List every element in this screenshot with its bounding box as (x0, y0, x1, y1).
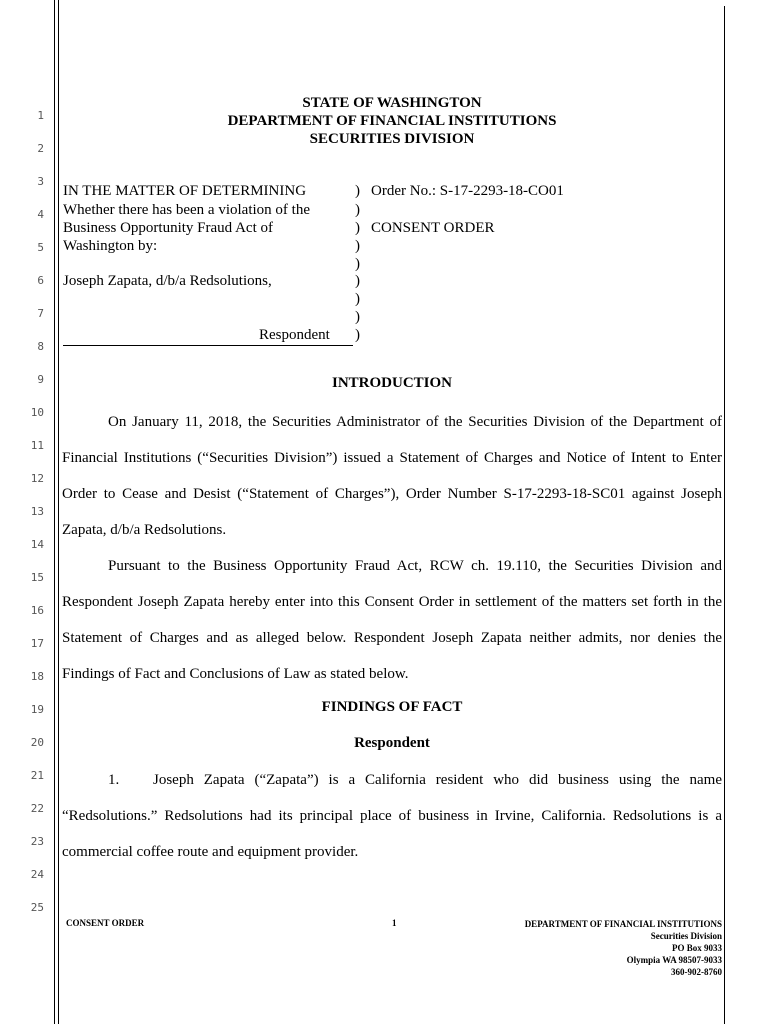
paren: ) (355, 238, 360, 254)
header-department: DEPARTMENT OF FINANCIAL INSTITUTIONS (227, 113, 557, 129)
line-number: 2 (37, 142, 44, 155)
line-number: 5 (37, 241, 44, 254)
line-number: 21 (30, 769, 44, 782)
introduction-heading: INTRODUCTION (331, 375, 452, 391)
caption-line: Whether there has been a violation of the (63, 202, 310, 218)
findings-heading: FINDINGS OF FACT (321, 699, 463, 715)
footer-address (525, 918, 722, 978)
left-margin-rule-outer (54, 0, 55, 1024)
caption-line: IN THE MATTER OF DETERMINING (63, 183, 307, 199)
right-margin-rule (724, 6, 725, 1024)
line-number: 15 (30, 571, 44, 584)
finding-1-text: Joseph Zapata (“Zapata”) is a California resident who did business using the name “Redsolutions.” Redsolutions had its principal place of business in Irvine, California. Redsolutions is a commercial coffee route and equipment provider. (62, 772, 722, 860)
line-number: 3 (37, 175, 44, 188)
respondent-heading: Respondent (354, 735, 430, 751)
line-number: 8 (37, 340, 44, 353)
paren: ) (355, 256, 360, 272)
line-number: 12 (30, 472, 44, 485)
line-number: 11 (30, 439, 44, 452)
paren: ) (355, 202, 360, 218)
caption-underline (63, 345, 353, 346)
header-division: SECURITIES DIVISION (309, 131, 475, 147)
line-number: 13 (30, 505, 44, 518)
line-number: 6 (37, 274, 44, 287)
footer-po-box: PO Box 9033 (671, 943, 722, 953)
line-number: 14 (30, 538, 44, 551)
respondent-name: Joseph Zapata, d/b/a Redsolutions, (63, 273, 272, 289)
footer-phone: 360-902-8760 (671, 967, 722, 977)
line-number: 17 (30, 637, 44, 650)
line-number: 4 (37, 208, 44, 221)
footer-doc-title: CONSENT ORDER (66, 918, 145, 928)
paren: ) (355, 309, 360, 325)
line-number: 25 (30, 901, 44, 914)
respondent-label: Respondent (259, 327, 330, 343)
paren: ) (355, 273, 360, 289)
left-margin-rule-inner (58, 0, 59, 1024)
intro-paragraph-1: On January 11, 2018, the Securities Administrator of the Securities Division of the Department of Financial Institutions (“Securities Division”) issued a Statement of Charges and Notice of Intent to Enter Order to Cease and Desist (“Statement of Charges”), Order Number S-17-2293-18-SC01 against Joseph Zapata, d/b/a Redsolutions. (62, 414, 722, 538)
line-number: 10 (30, 406, 44, 419)
header-state: STATE OF WASHINGTON (302, 95, 482, 111)
line-number: 1 (37, 109, 44, 122)
paren: ) (355, 327, 360, 343)
order-type: CONSENT ORDER (371, 220, 495, 236)
line-number: 19 (30, 703, 44, 716)
caption-line: Business Opportunity Fraud Act of (63, 220, 273, 236)
line-number: 24 (30, 868, 44, 881)
finding-1 (62, 762, 722, 870)
footer-division: Securities Division (650, 931, 722, 941)
line-number: 22 (30, 802, 44, 815)
line-number: 9 (37, 373, 44, 386)
line-number: 18 (30, 670, 44, 683)
order-number: Order No.: S-17-2293-18-CO01 (371, 183, 564, 199)
paren: ) (355, 291, 360, 307)
line-number: 23 (30, 835, 44, 848)
footer-page-number: 1 (392, 918, 397, 928)
intro-paragraph-2: Pursuant to the Business Opportunity Fraud Act, RCW ch. 19.110, the Securities Division and Respondent Joseph Zapata hereby enter into this Consent Order in settlement of the matters set forth in the Statement of Charges and as alleged below. Respondent Joseph Zapata neither admits, nor denies the Findings of Fact and Conclusions of Law as stated below. (62, 558, 722, 682)
finding-1-number: 1. (108, 772, 120, 788)
line-number: 20 (30, 736, 44, 749)
paren: ) (355, 220, 360, 236)
footer-agency: DEPARTMENT OF FINANCIAL INSTITUTIONS (524, 919, 722, 929)
line-number: 16 (30, 604, 44, 617)
line-number: 7 (37, 307, 44, 320)
caption-line: Washington by: (63, 238, 158, 254)
footer-city: Olympia WA 98507-9033 (626, 955, 722, 965)
paren: ) (355, 183, 360, 199)
